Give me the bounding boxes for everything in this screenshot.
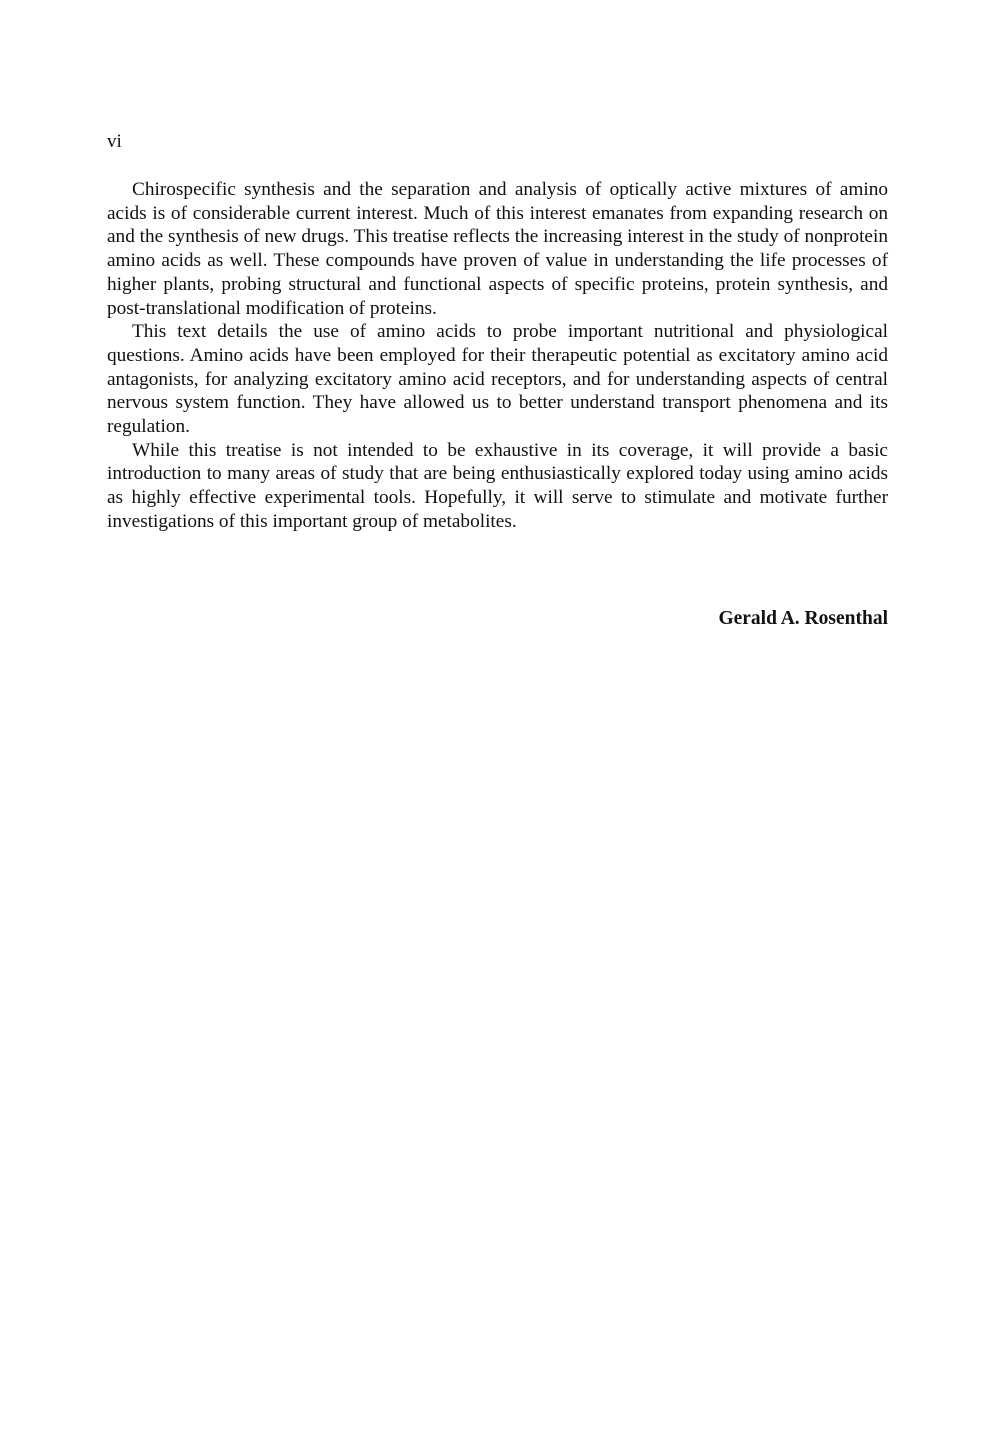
author-signature: Gerald A. Rosenthal bbox=[718, 608, 888, 629]
paragraph-1: Chirospecific synthesis and the separation and analysis of optically active mixtures of amino acids is of considerable current interest. Much of this interest emanates from expanding research on and the synthesis of new drugs. This treatise reflects the increasing interest in the study of nonprotein amino acids as well. These compounds have proven of value in understanding the life processes of higher plants, probing structural and functional aspects of specific proteins, protein synthesis, and post-translational modification of proteins. bbox=[107, 179, 888, 319]
paragraph-3: While this treatise is not intended to be exhaustive in its coverage, it will provide a basic introduction to many areas of study that are being enthusiastically explored today using amino acids as highly effective experimental tools. Hopefully, it will serve to stimulate and motivate further investigations of this important group of metabolites. bbox=[107, 439, 888, 532]
page-number: vi bbox=[107, 131, 122, 152]
preface-body bbox=[107, 178, 888, 534]
paragraph-2: This text details the use of amino acids to probe important nutritional and physiological questions. Amino acids have been employed for their therapeutic potential as excitatory amino acid antagonists, for analyzing excitatory amino acid receptors, and for understanding aspects of central nervous system function. They have allowed us to better understand transport phenomena and its regulation. bbox=[107, 321, 888, 438]
